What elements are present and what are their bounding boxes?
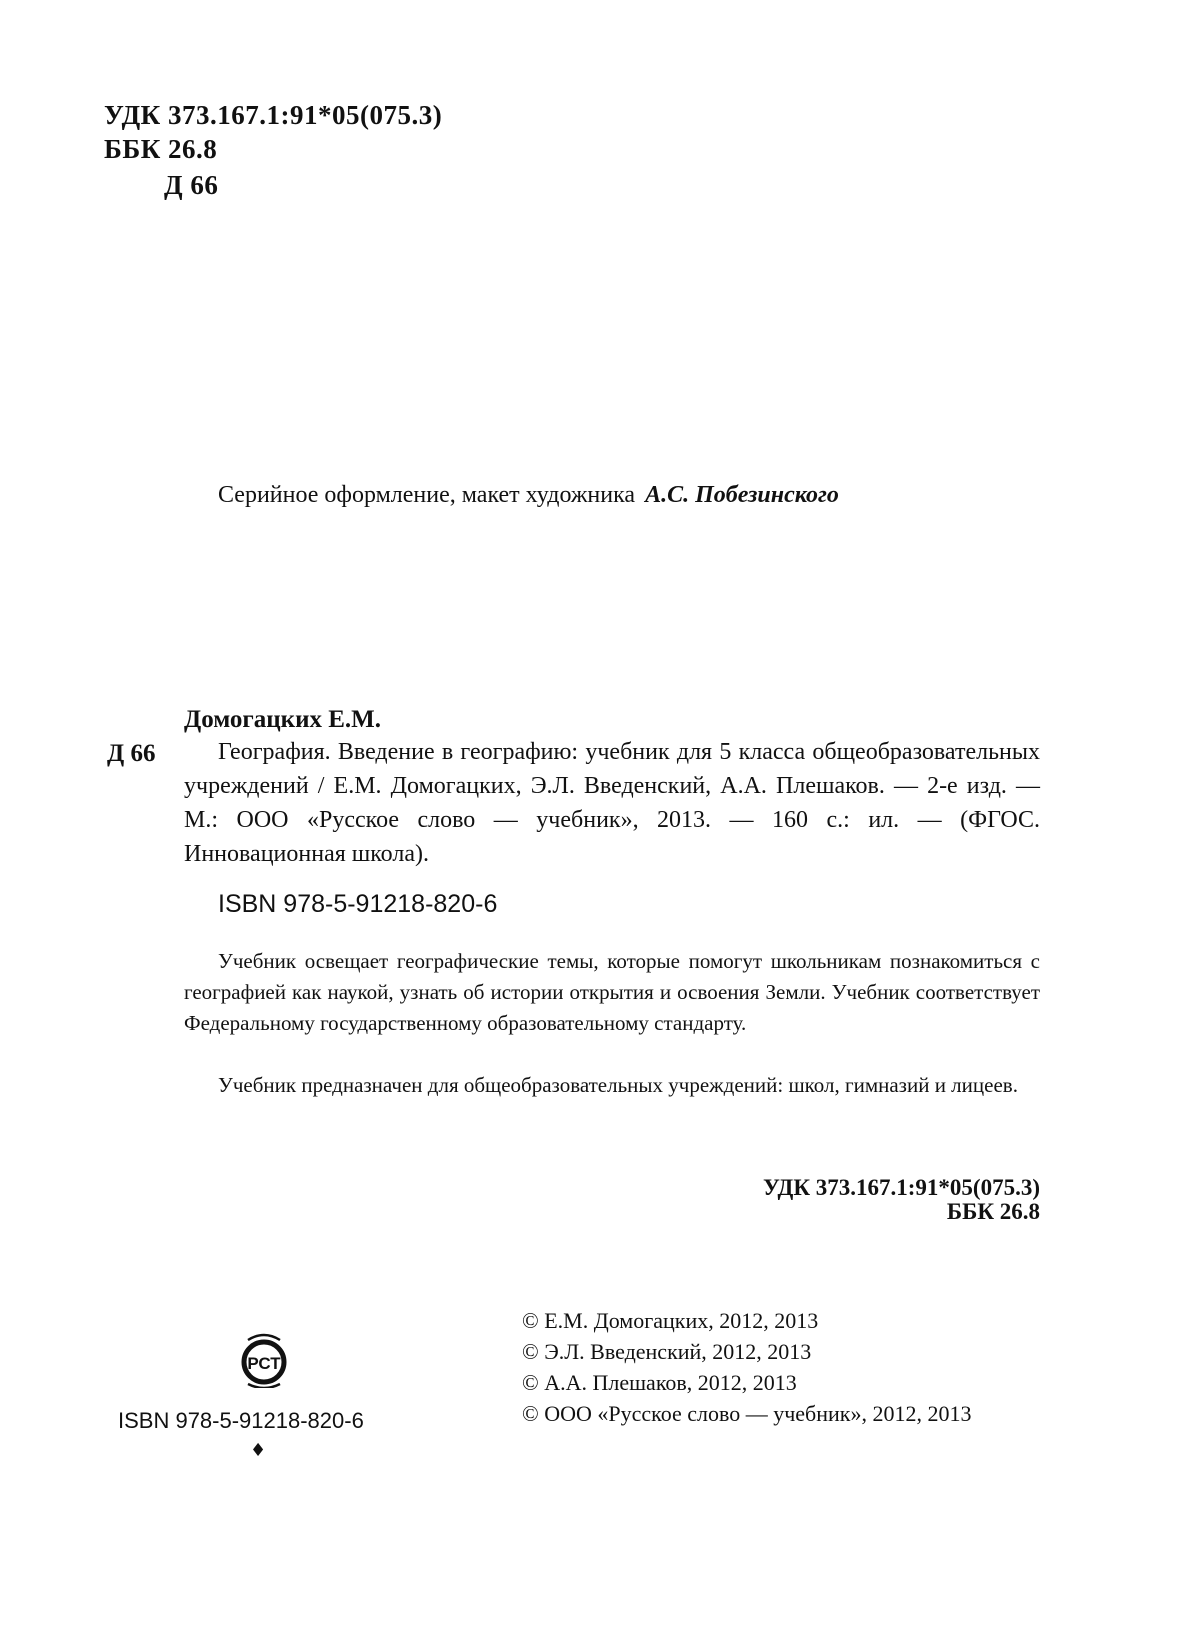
- certification-logo-icon: [236, 1332, 292, 1388]
- diamond-mark-icon: ♦: [250, 1440, 267, 1461]
- design-credit-text: Серийное оформление, макет художника: [218, 482, 636, 508]
- abstract-paragraph: Учебник освещает географические темы, которые помогут школьникам познакомиться с географией как наукой, узнать об истории открытия и освоения Земли. Учебник соответствует Федеральному государственному образовательному стандарту.: [184, 949, 1040, 1035]
- udk-code-top: УДК 373.167.1:91*05(075.3): [104, 100, 443, 130]
- author-heading: Домогацких Е.М.: [184, 706, 382, 733]
- copyright-line: © ООО «Русское слово — учебник», 2012, 2013: [522, 1401, 972, 1426]
- copyright-line: © А.А. Плешаков, 2012, 2013: [522, 1370, 797, 1395]
- copyright-list: [522, 1305, 972, 1429]
- isbn-footer: ISBN 978-5-91218-820-6: [118, 1408, 364, 1433]
- abstract-paragraph: Учебник предназначен для общеобразовательных учреждений: школ, гимназий и лицеев.: [218, 1073, 1018, 1097]
- design-credit-artist: А.С. Побезинского: [645, 482, 839, 508]
- design-credit: [218, 482, 839, 509]
- author-mark-bibliographic: Д 66: [107, 740, 156, 767]
- copyright-line: © Э.Л. Введенский, 2012, 2013: [522, 1339, 812, 1364]
- udk-code-bottom: УДК 373.167.1:91*05(075.3): [762, 1175, 1040, 1200]
- isbn-bibliographic: ISBN 978-5-91218-820-6: [218, 890, 498, 918]
- bibliographic-description: География. Введение в географию: учебник для 5 класса общеобразовательных учреждений / Е.М. Домогацких, Э.Л. Введенский, А.А. Плешаков. — 2-е изд. — М.: ООО «Русское слово — учебник», 2013. — 160 с.: ил. — (ФГОС. Инновационная школа).: [184, 739, 1040, 867]
- copyright-line: © Е.М. Домогацких, 2012, 2013: [522, 1308, 819, 1333]
- bbk-code-bottom: ББК 26.8: [946, 1199, 1040, 1224]
- certification-logo-text: РСТ: [247, 1354, 281, 1373]
- bbk-code-top: ББК 26.8: [104, 134, 218, 164]
- author-mark-top: Д 66: [164, 170, 219, 200]
